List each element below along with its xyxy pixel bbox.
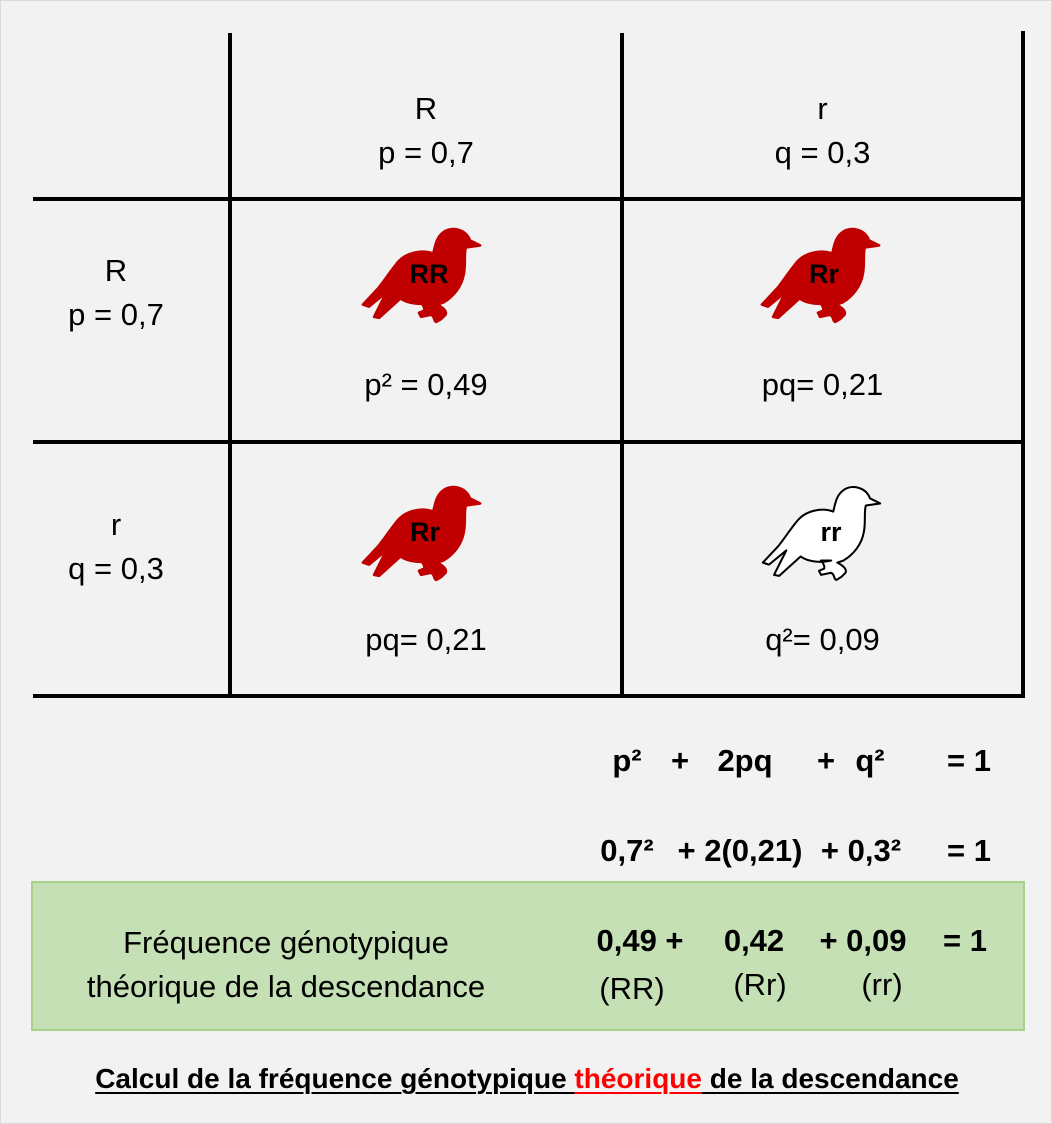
bird-icon-rr	[757, 481, 885, 583]
row-header-freq: q = 0,3	[68, 551, 164, 586]
eq1-term-p2: p²	[612, 743, 642, 778]
grid-hline-3	[33, 694, 1025, 698]
cell-value-RR: p² = 0,49	[364, 367, 488, 402]
bird-icon-Rr-bottom	[357, 481, 485, 583]
bird-icon-RR	[357, 223, 485, 325]
cell-value-rr: q²= 0,09	[765, 622, 880, 657]
col-header-r	[624, 87, 1021, 175]
result-label-line-1: Fréquence génotypique	[123, 925, 449, 960]
row-header-R	[21, 249, 211, 337]
grid-hline-1	[33, 197, 1025, 201]
eq1-result: = 1	[947, 743, 991, 778]
eq1-plus-2: +	[816, 743, 836, 778]
col-header-allele: r	[817, 91, 828, 126]
eq3-term-Rr: 0,42	[723, 923, 785, 958]
row-header-freq: p = 0,7	[68, 297, 164, 332]
row-header-allele: r	[110, 507, 122, 542]
eq2-term-3: + 0,3²	[820, 833, 902, 868]
caption-highlight: théorique	[574, 1063, 702, 1094]
eq3-term-rr: + 0,09	[819, 923, 907, 958]
eq3-result: = 1	[943, 923, 987, 958]
cell-value-Rr-bottom: pq= 0,21	[365, 622, 487, 657]
figure-caption	[1, 1059, 1052, 1099]
col-header-freq: p = 0,7	[378, 135, 474, 170]
row-header-r	[21, 503, 211, 591]
bird-genotype-label: rr	[820, 517, 842, 547]
result-label	[31, 921, 541, 1009]
caption-text-end: de la descendance	[701, 1063, 959, 1094]
bird-genotype-label: Rr	[808, 259, 839, 289]
result-label-line-2: théorique de la descendance	[86, 969, 486, 1004]
eq3-label-RR: (RR)	[599, 971, 665, 1006]
eq1-plus-1: +	[670, 743, 690, 778]
eq3-label-Rr: (Rr)	[733, 967, 787, 1002]
grid-vline-3	[1021, 31, 1025, 695]
bird-genotype-label: Rr	[409, 517, 440, 547]
grid-hline-2	[33, 440, 1025, 444]
eq1-term-q2: q²	[855, 743, 885, 778]
row-header-allele: R	[104, 253, 128, 288]
caption-text-start: Calcul de la fréquence génotypique	[95, 1063, 575, 1094]
eq2-result: = 1	[947, 833, 991, 868]
eq2-term-2: + 2(0,21)	[677, 833, 803, 868]
eq3-label-rr: (rr)	[861, 967, 903, 1002]
bird-icon-Rr-top	[756, 223, 884, 325]
bird-genotype-label: RR	[409, 259, 449, 289]
eq2-term-1: 0,7²	[600, 833, 654, 868]
col-header-freq: q = 0,3	[774, 135, 871, 170]
col-header-allele: R	[414, 91, 438, 126]
cell-value-Rr-top: pq= 0,21	[761, 367, 884, 402]
eq1-term-2pq: 2pq	[717, 743, 773, 778]
col-header-R	[232, 87, 620, 175]
eq3-term-RR: 0,49 +	[596, 923, 684, 958]
